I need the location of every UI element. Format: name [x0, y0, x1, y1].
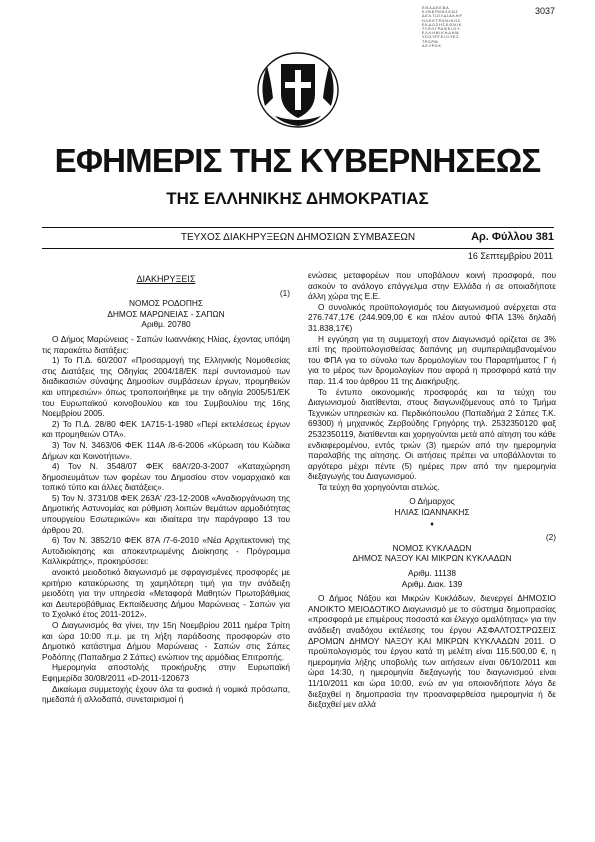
stamp-line: Τ.Ρ.Ο.Ρ.Μ. — [422, 39, 439, 44]
dimos-heading: ΔΗΜΟΣ ΜΑΡΩΝΕΙΑΣ - ΣΑΠΩΝ — [107, 308, 225, 319]
stamp-line: Ε.Κ.Δ.Ο.Σ.Η.Σ.Ε.Θ.Ν.Ι.Κ. — [422, 22, 463, 27]
mayor-role: Ο Δήμαρχος — [409, 496, 455, 507]
header-rule-bottom — [42, 248, 554, 249]
stamp-line: Η.Λ.Ε.Κ.Τ.Ρ.Ο.Ν.Ι.Κ.Η.Σ. — [422, 18, 462, 23]
paragraph: Ο Δήμος Νάξου και Μικρών Κυκλάδων, διενεργεί ΔΗΜΟΣΙΟ ΑΝΟΙΚΤΟ ΜΕΙΟΔΟΤΙΚΟ Διαγωνισμό με το σύστημα δημοπρασίας «προσφορά με επιμέρους ποσοστά και έλεγχο ομαλότητας» για την ανάδειξη αναδόχου εκτέλεσης του έργου ΑΣΦΑΛΤΟΣΤΡΩΣΕΙΣ ΔΡΟΜΩΝ ΔΗΜΟΥ ΝΑΞΟΥ ΚΑΙ ΜΙΚΡΩΝ ΚΥΚΛΑΔΩΝ 2011. Ο προϋπολογισμός του έργου κατά τη μελέτη είναι 115.500,00 €, η ημερομηνία λήξης υποβολής των αιτήσεων είναι 06/10/2011 και ώρα 14:30, η ημερομηνία διεξαγωγής του διαγωνισμού είναι 11/10/2011 και ώρα 10:00, ενώ αν για οποιονδήποτε λόγο δε διεξαχθεί η δημοπρασία την προαναφερθείσα ημερομηνία ή δε διεξαχθεί μεν αλλά — [308, 593, 556, 710]
stamp-line: Κ.Υ.Β.Ε.Ρ.Ν.Η.Σ.Ε.Ω.Σ — [422, 10, 458, 15]
nomos-heading: ΝΟΜΟΣ ΡΟΔΟΠΗΣ — [129, 298, 203, 309]
paragraph: Ο συνολικός προϋπολογισμός του Διαγωνισμού ανέρχεται στα 276.747,17€ (244.909,00 € και πλέον αυτού ΦΠΑ 13% δηλαδή 31.838,17€) — [308, 301, 556, 333]
paragraph: 6) Τον Ν. 3852/10 ΦΕΚ 87Α /7-6-2010 «Νέα Αρχιτεκτονική της Αυτοδιοίκησης και αποκεντρωμένης Διοίκησης - Πρόγραμμα Καλλικράτης», προκηρύσσει: — [42, 535, 290, 567]
gazette-title: ΕΦΗΜΕΡΙΣ ΤΗΣ ΚΥΒΕΡΝΗΣΕΩΣ — [54, 142, 541, 179]
item-number: (2) — [545, 532, 556, 543]
stamp-line: Υ.Π.Ο.Υ.Ρ.Γ.Ε.Ι.Ο.Υ.Ε.Σ. — [422, 35, 460, 40]
greek-coat-of-arms-icon — [253, 46, 343, 130]
mayor-name: ΗΛΙΑΣ ΙΩΑΝΝΑΚΗΣ — [394, 507, 470, 518]
issue-number: Αρ. Φύλλου 381 — [471, 231, 554, 243]
stamp-line: Ε.Λ.Λ.Η.Ν.Ι.Κ.Η.Δ.Η.Μ. — [422, 31, 460, 36]
paragraph: 1) Το Π.Δ. 60/2007 «Προσαρμογή της Ελληνικής Νομοθεσίας στις Διατάξεις της Οδηγίας 2004/18/ΕΚ περί συντονισμού των διαδικασιών σύναψης Δημοσίων συμβάσεων έργων, προμηθειών και υπηρεσιών» όπως τροποποιήθηκε με την οδηγία 2005/51/ΕΚ του Ευρωπαϊκού κοινοβουλίου και του Συμβουλίου της 16ης Νοεμβρίου 2005. — [42, 355, 290, 419]
stamp-line: Δ.Ε.Υ.Ρ.Ο.Κ. — [422, 43, 442, 48]
paragraph: Τα τεύχη θα χορηγούνται ατελώς. — [318, 481, 440, 492]
paragraph: Ημερομηνία αποστολής προκήρυξης στην Ευρωπαϊκή Εφημερίδα 30/08/2011 «D-2011-120673 — [42, 662, 290, 683]
stamp-line: Τ.Υ.Π.Ο.Γ.Ρ.Α.Φ.Ε.Ι.Ο.Υ. — [422, 27, 461, 32]
stamp-line: Ε.Θ.Α.Α.Ε.Ε.Β.Α. — [422, 6, 450, 10]
ref-number: Αριθμ. 11138 — [408, 568, 456, 579]
ref-number: Αριθμ. 20780 — [141, 319, 191, 330]
paragraph: Η εγγύηση για τη συμμετοχή στον Διαγωνισμό ορίζεται σε 3% επί της προϋπολογισθείσας δαπάνης μη συμπεριλαμβανομένου του ΦΠΑ για το σύνολο των δρομολογίων του Παραρτήματος Γ ή για το μέρος των δρομολογίων που αφορά η προσφορά κατά την παρ. 11.4 του άρθρου 11 της Διακήρυξης. — [308, 333, 556, 386]
nomos-heading: ΝΟΜΟΣ ΚΥΚΛΑΔΩΝ — [392, 542, 472, 553]
dimos-heading: ΔΗΜΟΣ ΝΑΞΟΥ ΚΑΙ ΜΙΚΡΩΝ ΚΥΚΛΑΔΩΝ — [352, 553, 512, 564]
paragraph: 4) Τον Ν. 3548/07 ΦΕΚ 68Α'/20-3-2007 «Καταχώρηση δημοσιευμάτων των φορέων του Δημοσίου στον νομαρχιακό και τοπικό τύπο και άλλες διατάξεις». — [42, 461, 290, 493]
paragraph: ανοικτό μειοδοτικό διαγωνισμό με σφραγισμένες προσφορές με κριτήριο κατακύρωσης τη χαμηλότερη τιμή για την ανάδειξη μειοδότη για την υπηρεσία «Μεταφορά Μαθητών Πρωτοβάθμιας και Δευτεροβάθμιας Εκπαίδευσης Δήμου Μαρώνειας - Σαπών για το Σχολικό έτος 2011-2012». — [42, 567, 290, 620]
paragraph: Ο Διαγωνισμός θα γίνει, την 15η Νοεμβρίου 2011 ημέρα Τρίτη και ώρα 10:00 π.μ. με τη λήξη παράδοσης προσφορών στο Δημοτικό κατάστημα Δήμου Μαρώνειας - Σαπών στις Σάπες Ροδόπης (Παπαδημα 2 Σάπες) ενώπιον της αρμόδιας Επιτροπής. — [42, 620, 290, 662]
right-column — [308, 270, 556, 710]
paragraph: Δικαίωμα συμμετοχής έχουν όλα τα φυσικά ή νομικά πρόσωπα, ημεδαπά ή αλλοδαπά, συνεταιρισμοί ή — [42, 683, 290, 705]
stamp-line: Δ.Ε.Λ.Τ.Ι.Ο.Υ.Δ.Ι.Α.Κ.Η.Ρ. — [422, 14, 463, 19]
gazette-subtitle: ΤΗΣ ΕΛΛΗΝΙΚΗΣ ΔΗΜΟΚΡΑΤΙΑΣ — [166, 189, 429, 208]
page-number: 3037 — [534, 6, 555, 16]
header-rule-top — [42, 227, 554, 228]
issue-label: ΤΕΥΧΟΣ ΔΙΑΚΗΡΥΞΕΩΝ ΔΗΜΟΣΙΩΝ ΣΥΜΒΑΣΕΩΝ — [180, 232, 416, 243]
paragraph: 2) Το Π.Δ. 28/80 ΦΕΚ 1Α715-1-1980 «Περί εκτελέσεως έργων και προμηθειών ΟΤΑ». — [42, 418, 290, 440]
divider-diamond-icon: ♦ — [430, 520, 434, 528]
issue-row — [42, 232, 554, 246]
item-number: (1) — [279, 287, 290, 298]
paragraph: 5) Τον Ν. 3731/08 ΦΕΚ 263Α' /23-12-2008 «Αναδιοργάνωση της Δημοτικής Αστυνομίας και ρύθμιση λοιπών θεμάτων αρμοδιότητας υπουργείου Εσωτερικών» και ιδιαίτερα την παράγραφο 13 του άρθρου 20. — [42, 492, 290, 535]
paragraph: Ο Δήμος Μαρώνειας - Σαπών Ιωαννάκης Ηλίας, έχοντας υπόψη τις παρακάτω διατάξεις: — [42, 333, 290, 355]
left-column — [42, 262, 290, 705]
paragraph: ενώσεις μεταφορέων που υποβάλουν κοινή προσφορά, που ασκούν το ανάλογο επάγγελμα στην Ελλάδα ή σε οποιαδήποτε άλλη χώρα της Ε.Ε. — [308, 270, 556, 302]
paragraph: Το έντυπο οικονομικής προσφοράς και τα τεύχη του Διαγωνισμού διατίθενται, στους διαγωνιζόμενους από το Τμήμα Τεχνικών υπηρεσιών κα. Περδικόπουλου (Παπαδήμα 2 Σάπες Τ.Κ. 69300) ή μηχανικός Ζερβούδης Γρηγόρης τηλ. 2532350120 φαξ 2532350119, διατίθενται και χορηγούνται μετά από αίτηση του κάθε ενδιαφερομένου, εντός τριών (3) ημερών από την ημερομηνία παραλαβής της αίτησης. Οι αιτήσεις πρέπει να υποβάλλονται το αργότερο μέχρι πέντε (5) ημέρες πριν από την ημερομηνία διεξαγωγής του Διαγωνισμού. — [308, 386, 556, 482]
ref-number-diak: Αριθμ. Διακ. 139 — [401, 578, 463, 589]
distribution-stamp — [422, 6, 492, 48]
section-heading: ΔΙΑΚΗΡΥΞΕΙΣ — [136, 274, 196, 284]
paragraph: 3) Τον Ν. 3463/06 ΦΕΚ 114Α /8-6-2006 «Κύρωση του Κώδικα Δήμων και Κοινοτήτων». — [42, 439, 290, 461]
issue-date: 16 Σεπτεμβρίου 2011 — [467, 251, 553, 261]
